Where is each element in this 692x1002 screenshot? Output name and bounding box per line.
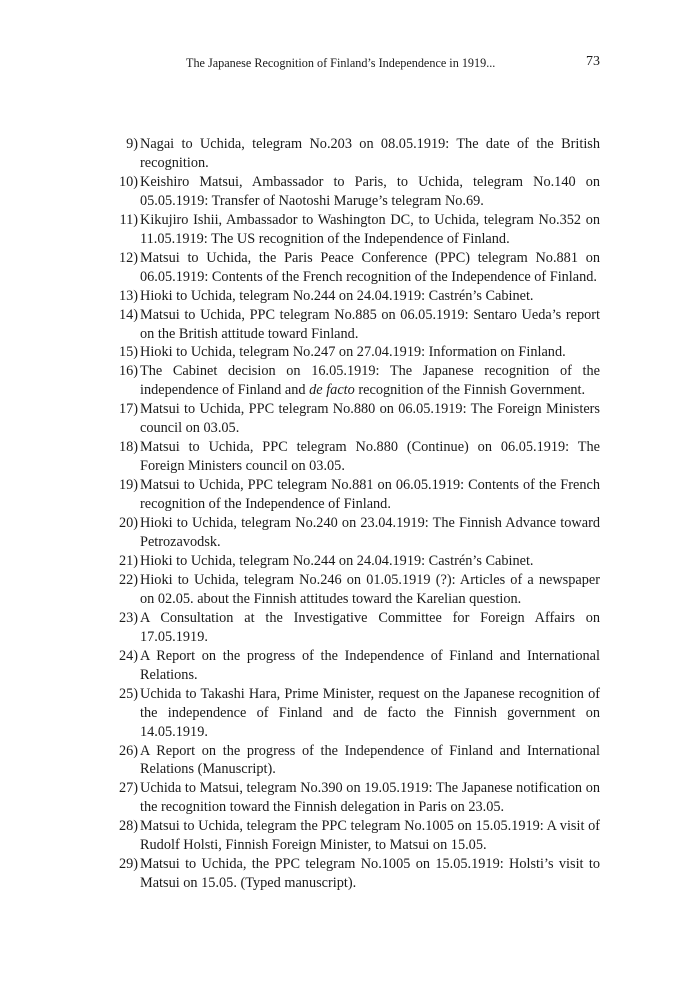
endnote-text: Matsui to Uchida, PPC telegram No.880 on 06.05.1919: The Foreign Ministers council on 03.05.: [140, 401, 600, 437]
endnote-number: 24): [118, 647, 138, 664]
endnote: [112, 211, 600, 249]
endnote-text: Matsui to Uchida, telegram the PPC telegram No.1005 on 15.05.1919: A visit of Rudolf Holsti, Finnish Foreign Minister, to Matsui on 15.05.: [140, 818, 600, 854]
endnote: [112, 400, 600, 438]
endnote-text-part: recognition of the Finnish Government.: [354, 382, 586, 399]
endnote-text: Uchida to Takashi Hara, Prime Minister, request on the Japanese recognition of the independence of Finland and de facto the Finnish government on 14.05.1919.: [140, 685, 600, 740]
endnote-number: 9): [126, 136, 138, 152]
endnote-text: Hioki to Uchida, telegram No.240 on 23.04.1919: The Finnish Advance toward Petrozavodsk.: [140, 515, 600, 551]
endnote-number: 22): [118, 571, 138, 588]
endnote-italic-term: de facto: [309, 382, 355, 399]
endnote-text: Matsui to Uchida, the Paris Peace Conference (PPC) telegram No.881 on 06.05.1919: Contents of the French recognition of the Independence of Finland.: [140, 249, 600, 285]
endnote-number: 20): [118, 515, 138, 532]
endnote-text: Matsui to Uchida, PPC telegram No.881 on 06.05.1919: Contents of the French recognition of the Independence of Finland.: [140, 477, 600, 513]
endnote: [112, 552, 600, 571]
endnote: [112, 438, 600, 476]
endnote-number: 23): [118, 609, 138, 626]
page-number: 73: [586, 54, 600, 69]
endnote-number: 26): [118, 742, 138, 759]
endnote-text: Kikujiro Ishii, Ambassador to Washington DC, to Uchida, telegram No.352 on 11.05.1919: The US recognition of the Independence of Finland.: [140, 211, 600, 247]
endnote: [112, 742, 600, 780]
running-head: [186, 55, 606, 71]
endnote-text: A Report on the progress of the Independence of Finland and International Relations.: [140, 647, 600, 683]
endnote-number: 28): [118, 818, 138, 835]
endnote-text: Keishiro Matsui, Ambassador to Paris, to Uchida, telegram No.140 on 05.05.1919: Transfer of Naotoshi Maruge’s telegram No.69.: [140, 173, 600, 209]
endnote-number: 21): [118, 552, 138, 569]
endnote-number: 16): [118, 363, 138, 380]
endnote-number: 29): [118, 856, 138, 873]
endnote-number: 25): [118, 685, 138, 702]
endnote: [112, 249, 600, 287]
endnote: [112, 647, 600, 685]
endnotes-list: [112, 135, 600, 893]
endnote: [112, 362, 600, 400]
endnote: [112, 514, 600, 552]
endnote-text: A Report on the progress of the Independence of Finland and International Relations (Manuscript).: [140, 742, 600, 778]
endnote-number: 19): [118, 477, 138, 494]
endnote-text: Hioki to Uchida, telegram No.246 on 01.05.1919 (?): Articles of a newspaper on 02.05. about the Finnish attitudes toward the Karelian question.: [140, 571, 600, 607]
endnote-text: Hioki to Uchida, telegram No.244 on 24.04.1919: Castrén’s Cabinet.: [140, 552, 534, 569]
endnote-number: 13): [118, 287, 138, 304]
endnote-number: 12): [118, 249, 138, 266]
endnote-number: 27): [118, 780, 138, 797]
endnote-number: 15): [118, 344, 138, 361]
endnote-text: A Consultation at the Investigative Committee for Foreign Affairs on 17.05.1919.: [140, 609, 600, 645]
endnote-text: Matsui to Uchida, the PPC telegram No.1005 on 15.05.1919: Holsti’s visit to Matsui on 15.05. (Typed manuscript).: [140, 856, 600, 892]
endnote: [112, 476, 600, 514]
endnote-number: 10): [118, 173, 138, 190]
running-title: The Japanese Recognition of Finland’s Independence in 1919...: [186, 56, 496, 70]
endnote: [112, 817, 600, 855]
endnote-number: 11): [119, 211, 138, 228]
endnote: [112, 609, 600, 647]
endnote-number: 17): [118, 401, 138, 418]
endnote-text: Nagai to Uchida, telegram No.203 on 08.05.1919: The date of the British recognition.: [140, 136, 600, 171]
endnote-text: Hioki to Uchida, telegram No.244 on 24.04.1919: Castrén’s Cabinet.: [140, 287, 534, 304]
endnote: [112, 135, 600, 173]
endnote: [112, 571, 600, 609]
endnote-text: Uchida to Matsui, telegram No.390 on 19.05.1919: The Japanese notification on the recognition toward the Finnish delegation in Paris on 23.05.: [140, 780, 600, 816]
endnote-text: [140, 362, 600, 400]
endnote: [112, 287, 600, 306]
endnote: [112, 343, 600, 362]
endnote: [112, 855, 600, 893]
endnote-text-part: The Cabinet decision on 16.05.1919: The Japanese recognition of the independence of Finland and: [140, 363, 600, 399]
endnote-text: Matsui to Uchida, PPC telegram No.885 on 06.05.1919: Sentaro Ueda’s report on the British attitude toward Finland.: [140, 306, 600, 342]
endnote-number: 18): [118, 439, 138, 456]
endnote: [112, 779, 600, 817]
endnote: [112, 173, 600, 211]
endnote-text: Matsui to Uchida, PPC telegram No.880 (Continue) on 06.05.1919: The Foreign Ministers council on 03.05.: [140, 439, 600, 475]
endnote-number: 14): [118, 306, 138, 323]
endnote-text: Hioki to Uchida, telegram No.247 on 27.04.1919: Information on Finland.: [140, 344, 566, 361]
endnote: [112, 685, 600, 742]
endnote: [112, 306, 600, 344]
